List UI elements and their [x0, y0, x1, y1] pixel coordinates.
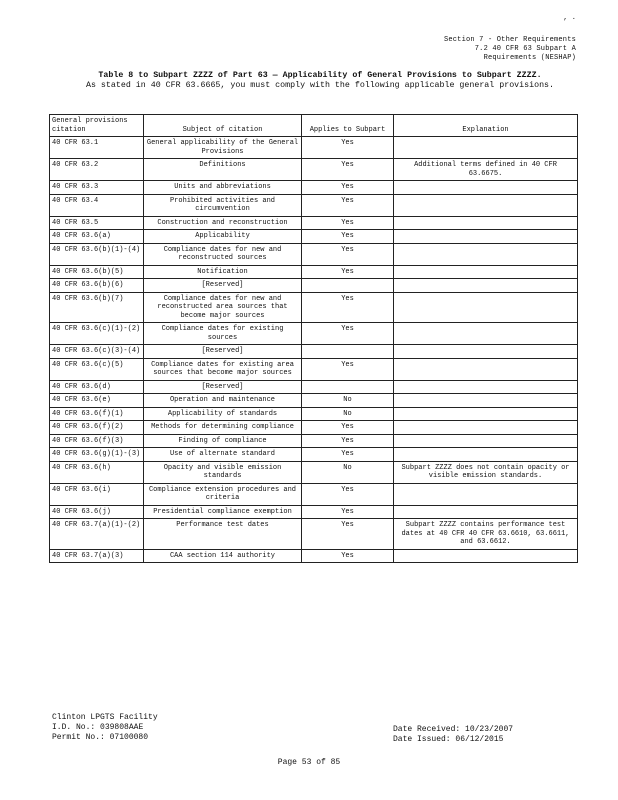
citation-cell: 40 CFR 63.7(a)(3) [50, 549, 144, 563]
citation-cell: 40 CFR 63.1 [50, 137, 144, 159]
col-header-citation: General provisions citation [50, 115, 144, 137]
subject-cell: Prohibited activities and circumvention [144, 194, 302, 216]
explanation-cell [394, 448, 578, 462]
explanation-cell [394, 181, 578, 195]
citation-cell: 40 CFR 63.5 [50, 216, 144, 230]
applies-cell [302, 380, 394, 394]
citation-cell: 40 CFR 63.6(h) [50, 461, 144, 483]
footer-dates [393, 725, 513, 745]
date-issued-label: Date Issued: [393, 735, 451, 744]
subject-cell: Methods for determining compliance [144, 421, 302, 435]
explanation-cell [394, 358, 578, 380]
table-row [50, 137, 578, 159]
applies-cell: Yes [302, 448, 394, 462]
applies-cell: Yes [302, 230, 394, 244]
citation-cell: 40 CFR 63.7(a)(1)-(2) [50, 519, 144, 550]
explanation-cell [394, 407, 578, 421]
date-received-label: Date Received: [393, 725, 461, 734]
applies-cell: Yes [302, 159, 394, 181]
explanation-cell [394, 394, 578, 408]
citation-cell: 40 CFR 63.6(f)(3) [50, 434, 144, 448]
subject-cell: Performance test dates [144, 519, 302, 550]
citation-cell: 40 CFR 63.6(c)(1)-(2) [50, 323, 144, 345]
table-row [50, 448, 578, 462]
subject-cell: Compliance dates for existing area sources that become major sources [144, 358, 302, 380]
table-title [40, 71, 600, 91]
subject-cell: Notification [144, 265, 302, 279]
table-body [50, 137, 578, 563]
explanation-cell: Subpart ZZZZ contains performance test dates at 40 CFR 40 CFR 63.6610, 63.6611, and 63.6612. [394, 519, 578, 550]
applies-cell: Yes [302, 323, 394, 345]
table-row [50, 279, 578, 293]
applies-cell: Yes [302, 194, 394, 216]
applies-cell: Yes [302, 519, 394, 550]
table-header-row [50, 115, 578, 137]
explanation-cell [394, 279, 578, 293]
citation-cell: 40 CFR 63.6(f)(2) [50, 421, 144, 435]
subject-cell: Opacity and visible emission standards [144, 461, 302, 483]
permit-line [52, 733, 158, 743]
citation-cell: 40 CFR 63.6(b)(5) [50, 265, 144, 279]
applies-cell: Yes [302, 483, 394, 505]
section-header [444, 36, 576, 63]
citation-cell: 40 CFR 63.6(b)(1)-(4) [50, 243, 144, 265]
table-row [50, 159, 578, 181]
permit-value: 07100080 [109, 733, 149, 742]
table-title-line2: As stated in 40 CFR 63.6665, you must comply with the following applicable general provisions. [85, 81, 555, 90]
explanation-cell [394, 323, 578, 345]
table-row [50, 421, 578, 435]
page-number: Page 53 of 85 [277, 758, 341, 767]
citation-cell: 40 CFR 63.6(b)(6) [50, 279, 144, 293]
subject-cell: [Reserved] [144, 380, 302, 394]
applicability-table [49, 114, 578, 563]
citation-cell: 40 CFR 63.6(j) [50, 505, 144, 519]
explanation-cell [394, 421, 578, 435]
explanation-cell [394, 434, 578, 448]
table-row [50, 323, 578, 345]
table-row [50, 380, 578, 394]
facility-id-value: 039808AAE [100, 723, 144, 732]
explanation-cell [394, 137, 578, 159]
col-header-applies: Applies to Subpart [302, 115, 394, 137]
explanation-cell: Additional terms defined in 40 CFR 63.6675. [394, 159, 578, 181]
table-row [50, 345, 578, 359]
explanation-cell [394, 243, 578, 265]
subject-cell: Use of alternate standard [144, 448, 302, 462]
date-received-line [393, 725, 513, 735]
table-row [50, 407, 578, 421]
citation-cell: 40 CFR 63.6(e) [50, 394, 144, 408]
explanation-cell [394, 483, 578, 505]
subject-cell: CAA section 114 authority [144, 549, 302, 563]
explanation-cell [394, 505, 578, 519]
facility-name: Clinton LPGTS Facility [52, 713, 158, 722]
subject-cell: Applicability of standards [144, 407, 302, 421]
subject-cell: [Reserved] [144, 345, 302, 359]
applies-cell: No [302, 394, 394, 408]
citation-cell: 40 CFR 63.4 [50, 194, 144, 216]
subject-cell: Operation and maintenance [144, 394, 302, 408]
citation-cell: 40 CFR 63.6(i) [50, 483, 144, 505]
subject-cell: Compliance dates for new and reconstructed sources [144, 243, 302, 265]
explanation-cell [394, 230, 578, 244]
table-row [50, 292, 578, 323]
table-row [50, 181, 578, 195]
table-row [50, 505, 578, 519]
table-row [50, 549, 578, 563]
explanation-cell [394, 216, 578, 230]
applies-cell: No [302, 461, 394, 483]
table-row [50, 519, 578, 550]
table-row [50, 243, 578, 265]
corner-mark: , . [563, 14, 576, 22]
citation-cell: 40 CFR 63.6(g)(1)-(3) [50, 448, 144, 462]
date-received-value: 10/23/2007 [465, 725, 514, 734]
table-row [50, 216, 578, 230]
explanation-cell: Subpart ZZZZ does not contain opacity or visible emission standards. [394, 461, 578, 483]
table-row [50, 483, 578, 505]
applies-cell [302, 279, 394, 293]
table-row [50, 265, 578, 279]
col-header-explanation: Explanation [394, 115, 578, 137]
citation-cell: 40 CFR 63.6(a) [50, 230, 144, 244]
applies-cell: Yes [302, 434, 394, 448]
applies-cell: Yes [302, 216, 394, 230]
subject-cell: Presidential compliance exemption [144, 505, 302, 519]
explanation-cell [394, 292, 578, 323]
explanation-cell [394, 345, 578, 359]
applies-cell: Yes [302, 181, 394, 195]
citation-cell: 40 CFR 63.6(b)(7) [50, 292, 144, 323]
applies-cell: Yes [302, 265, 394, 279]
subject-cell: [Reserved] [144, 279, 302, 293]
applies-cell: Yes [302, 505, 394, 519]
date-issued-value: 06/12/2015 [455, 735, 504, 744]
table-row [50, 194, 578, 216]
subject-cell: Units and abbreviations [144, 181, 302, 195]
applies-cell: Yes [302, 549, 394, 563]
citation-cell: 40 CFR 63.6(c)(3)-(4) [50, 345, 144, 359]
facility-id-label: I.D. No.: [52, 723, 96, 732]
section-header-line2: 7.2 40 CFR 63 Subpart A [474, 45, 576, 53]
applies-cell: Yes [302, 421, 394, 435]
subject-cell: Construction and reconstruction [144, 216, 302, 230]
subject-cell: Compliance extension procedures and criteria [144, 483, 302, 505]
table-row [50, 358, 578, 380]
table-row [50, 434, 578, 448]
applies-cell: No [302, 407, 394, 421]
permit-label: Permit No.: [52, 733, 105, 742]
subject-cell: Compliance dates for new and reconstructed area sources that become major sources [144, 292, 302, 323]
subject-cell: General applicability of the General Provisions [144, 137, 302, 159]
explanation-cell [394, 549, 578, 563]
facility-id-line [52, 723, 158, 733]
section-header-line1: Section 7 - Other Requirements [443, 36, 576, 44]
subject-cell: Definitions [144, 159, 302, 181]
citation-cell: 40 CFR 63.3 [50, 181, 144, 195]
table-title-line1: Table 8 to Subpart ZZZZ of Part 63 — Applicability of General Provisions to Subpart ZZZZ. [98, 71, 542, 80]
citation-cell: 40 CFR 63.6(c)(5) [50, 358, 144, 380]
citation-cell: 40 CFR 63.6(f)(1) [50, 407, 144, 421]
applies-cell: Yes [302, 137, 394, 159]
subject-cell: Compliance dates for existing sources [144, 323, 302, 345]
explanation-cell [394, 380, 578, 394]
table-row [50, 394, 578, 408]
applies-cell: Yes [302, 243, 394, 265]
date-issued-line [393, 735, 513, 745]
table-row [50, 230, 578, 244]
citation-cell: 40 CFR 63.6(d) [50, 380, 144, 394]
table-row [50, 461, 578, 483]
applies-cell: Yes [302, 358, 394, 380]
footer-facility [52, 713, 158, 743]
subject-cell: Applicability [144, 230, 302, 244]
applies-cell [302, 345, 394, 359]
section-header-line3: Requirements (NESHAP) [483, 54, 576, 62]
col-header-subject: Subject of citation [144, 115, 302, 137]
citation-cell: 40 CFR 63.2 [50, 159, 144, 181]
subject-cell: Finding of compliance [144, 434, 302, 448]
applies-cell: Yes [302, 292, 394, 323]
explanation-cell [394, 265, 578, 279]
explanation-cell [394, 194, 578, 216]
